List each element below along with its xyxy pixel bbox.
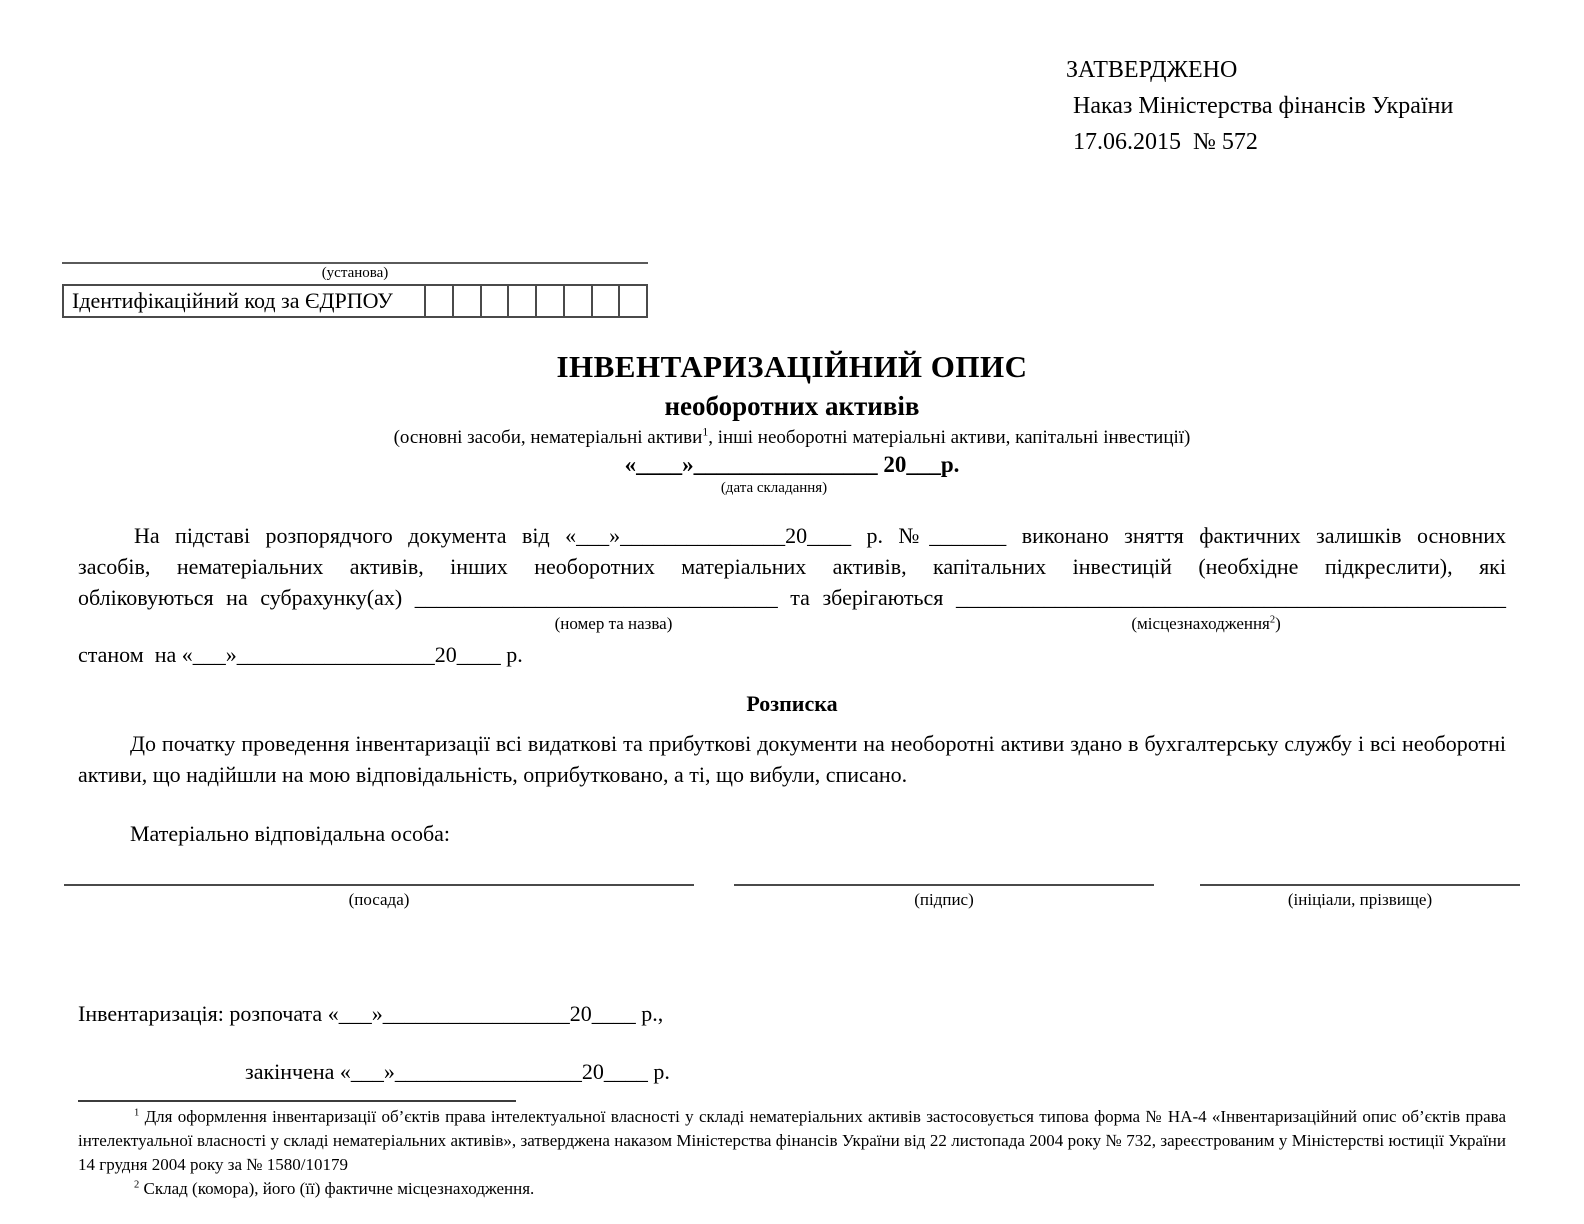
position-label: (посада) xyxy=(348,890,410,909)
inventory-finished-line: закінчена «___»_________________20____ р. xyxy=(245,1059,670,1084)
edrpou-table xyxy=(62,284,648,318)
approval-date-number: 17.06.2015 № 572 xyxy=(1073,129,1258,155)
edrpou-cell xyxy=(618,286,646,316)
signature-line-initials xyxy=(1200,884,1520,911)
organization-block xyxy=(62,246,648,318)
footnote-1-marker: 1 xyxy=(134,1107,140,1119)
signature-line-signature xyxy=(734,884,1154,911)
date-blank-line: «____»________________ 20___р. xyxy=(624,452,960,477)
basis-line-1: На підставі розпорядчого документа від «___»_______________20____ р. №_______ виконано зняття фактичних залишків основних xyxy=(134,523,1506,548)
edrpou-cell xyxy=(424,286,452,316)
blank-labels-row xyxy=(78,613,1506,639)
institution-label: (установа) xyxy=(321,265,389,281)
clarification-text-tail: , інші необоротні матеріальні активи, капітальні інвестиції) xyxy=(708,427,1191,448)
edrpou-cell xyxy=(452,286,480,316)
footnote-ref-2: 2 xyxy=(1269,614,1276,626)
title-clarification xyxy=(0,424,1584,451)
approval-stamp: ЗАТВЕРДЖЕНО xyxy=(1066,57,1238,83)
edrpou-label: Ідентифікаційний код за ЄДРПОУ xyxy=(72,288,393,313)
receipt-heading: Розписка xyxy=(746,691,838,716)
number-name-label: (номер та назва) xyxy=(554,614,673,633)
document-subtitle: необоротних активів xyxy=(664,391,920,421)
footnotes-block xyxy=(78,1100,1506,1201)
footnote-2-text: Склад (комора), його (її) фактичне місцезнаходження. xyxy=(143,1179,535,1198)
signature-block xyxy=(64,884,1520,911)
footnote-1 xyxy=(78,1105,1506,1177)
edrpou-cell xyxy=(591,286,619,316)
footnote-separator-rule xyxy=(78,1100,516,1102)
basis-line-4: станом на «___»__________________20____ р. xyxy=(78,642,523,667)
location-label: (місцезнаходження$^2$) xyxy=(1131,614,1281,633)
basis-line-3: обліковуються на субрахунку(ах) _________________________________ та зберігаються __________________________________________________ xyxy=(78,585,1506,610)
edrpou-cell xyxy=(507,286,535,316)
approval-order: Наказ Міністерства фінансів України xyxy=(1073,93,1454,119)
receipt-paragraph: До початку проведення інвентаризації всі видаткові та прибуткові документи на необоротні активи здано в бухгалтерську службу і всі необоротні активи, що надійшли на мою відповідальність, оприбутковано, а ті, що вибули, списано. xyxy=(78,731,1506,787)
title-block xyxy=(0,346,1584,497)
initials-surname-label: (ініціали, прізвище) xyxy=(1287,890,1433,909)
date-of-drawing-label: (дата складання) xyxy=(720,480,828,496)
edrpou-cell xyxy=(480,286,508,316)
basis-paragraph xyxy=(78,520,1506,670)
signature-label: (підпис) xyxy=(914,890,974,909)
footnote-ref-1: 1 xyxy=(702,425,709,439)
footnote-1-text: Для оформлення інвентаризації об’єктів права інтелектуальної власності у складі нематеріальних активів застосовується типова форма № НА-4 «Інвентаризаційний опис об’єктів права інтелектуальної власності у складі нематеріальних активів», затверджена наказом Міністерства фінансів України від 22 листопада 2004 року № 732, зареєстрованим у Міністерстві юстиції України 14 грудня 2004 року за № 1580/10179 xyxy=(78,1107,1506,1174)
edrpou-code-cells xyxy=(424,286,646,316)
signature-line-position xyxy=(64,884,694,911)
footnote-2-marker: 2 xyxy=(134,1179,140,1191)
approval-block xyxy=(1066,52,1453,160)
footnote-2 xyxy=(78,1177,1506,1201)
edrpou-cell xyxy=(535,286,563,316)
document-title: ІНВЕНТАРИЗАЦІЙНИЙ ОПИС xyxy=(556,349,1028,384)
inventory-started-line: Інвентаризація: розпочата «___»_________________20____ р., xyxy=(78,1001,664,1026)
responsible-person-label: Матеріально відповідальна особа: xyxy=(130,821,451,846)
basis-line-2: засобів, нематеріальних активів, інших необоротних матеріальних активів, капітальних інвестицій (необхідне підкреслити), які xyxy=(78,554,1506,579)
institution-blank-line xyxy=(62,246,648,264)
clarification-text: (основні засоби, нематеріальні активи xyxy=(393,427,703,448)
edrpou-cell xyxy=(563,286,591,316)
